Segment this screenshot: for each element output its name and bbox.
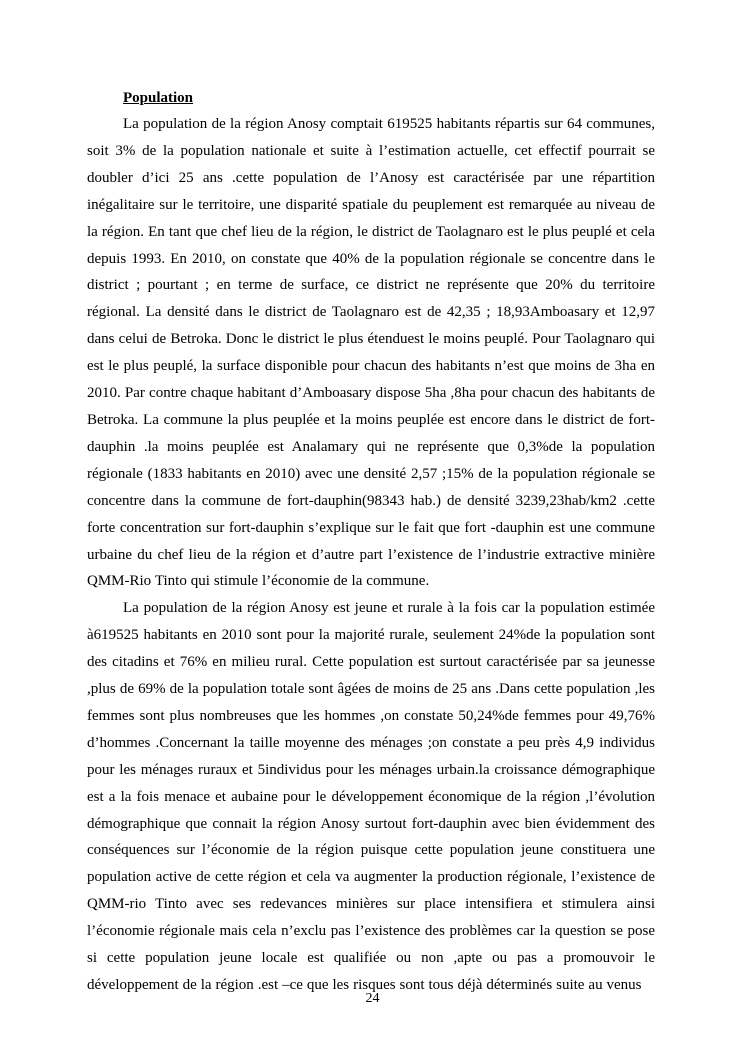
page-content — [87, 85, 655, 999]
section-heading: Population — [123, 90, 194, 106]
paragraph-1: La population de la région Anosy comptait 619525 habitants répartis sur 64 communes, soit 3% de la population nationale et suite à l’estimation actuelle, cet effectif pourrait se doubler d’ici 25 ans .cette population de l’Anosy est caractérisée par une répartition inégalitaire sur le territoire, une disparité spatiale du peuplement est remarquée au niveau de la région. En tant que chef lieu de la région, le district de Taolagnaro est le plus peuplé et cela depuis 1993. En 2010, on constate que 40% de la population régionale se concentre dans le district ; pourtant ; en terme de surface, ce district ne représente que 20% du territoire régional. La densité dans le district de Taolagnaro est de 42,35 ; 18,93Amboasary et 12,97 dans celui de Betroka. Donc le district le plus étenduest le moins peuplé. Pour Taolagnaro qui est le plus peuplé, la surface disponible pour chacun des habitants n’est que moins de 3ha en 2010. Par contre chaque habitant d’Amboasary dispose 5ha ,8ha pour chacun des habitants de Betroka. La commune la plus peuplée et la moins peuplée est encore dans le district de fort-dauphin .la moins peuplée est Analamary qui ne représente que 0,3%de la population régionale (1833 habitants en 2010) avec une densité 2,57 ;15% de la population régionale se concentre dans la commune de fort-dauphin(98343 hab.) de densité 3239,23hab/km2 .cette forte concentration sur fort-dauphin s’explique sur le fait que fort -dauphin est une commune urbaine du chef lieu de la région et d’autre part l’existence de l’industrie extractive minière QMM-Rio Tinto qui stimule l’économie de la commune. — [87, 116, 655, 590]
page-number: 24 — [365, 991, 380, 1006]
paragraph-2: La population de la région Anosy est jeune et rurale à la fois car la population estimée à619525 habitants en 2010 sont pour la majorité rurale, seulement 24%de la population sont des citadins et 76% en milieu rural. Cette population est surtout caractérisée par sa jeunesse ,plus de 69% de la population totale sont âgées de moins de 25 ans .Dans cette population ,les femmes sont plus nombreuses que les hommes ,on constate 50,24%de femmes pour 49,76% d’hommes .Concernant la taille moyenne des ménages ;on constate a peu près 4,9 individus pour les ménages ruraux et 5individus pour les ménages urbain.la croissance démographique est a la fois menace et aubaine pour le développement économique de la région ,l’évolution démographique que connait la région Anosy surtout fort-dauphin avec bien évidemment des conséquences sur l’économie de la région puisque cette population jeune constituera une population active de cette région et cela va augmenter la production régionale, l’existence de QMM-rio Tinto avec ses redevances minières sur place intensifiera et stimulera ainsi l’économie régionale mais cela n’exclu pas l’existence des problèmes car la question se pose si cette population jeune locale est qualifiée ou non ,apte ou pas a promouvoir le développement de la région .est –ce que les risques sont tous déjà déterminés suite au venus — [87, 600, 655, 993]
